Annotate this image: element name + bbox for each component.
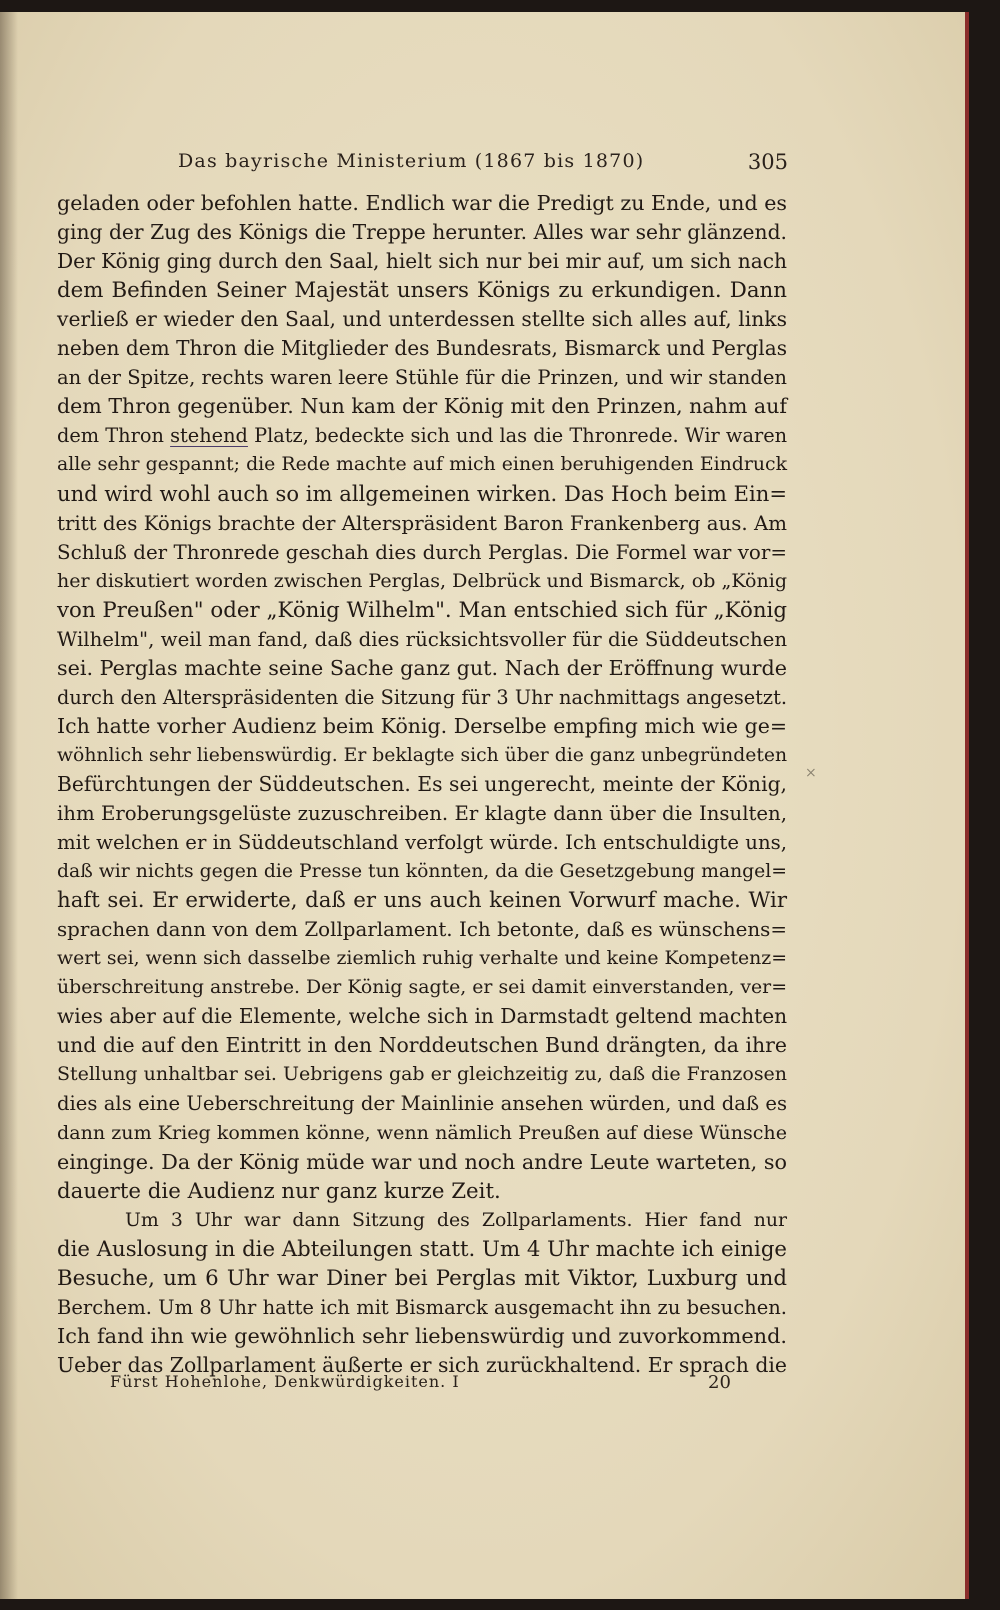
running-title: Das bayrische Ministerium (1867 bis 1870) <box>178 150 645 172</box>
text-line: wöhnlich sehr liebenswürdig. Er beklagte sich über die ganz unbegründeten <box>57 744 788 766</box>
margin-mark: × <box>805 765 817 781</box>
text-line: sei. Perglas machte seine Sache ganz gut. Nach der Eröffnung wurde <box>57 655 787 680</box>
line-start: dem Thron <box>57 424 171 448</box>
page-number: 305 <box>747 150 788 174</box>
text-line: verließ er wieder den Saal, und unterdessen stellte sich alles auf, links <box>57 307 787 332</box>
text-line: wert sei, wenn sich dasselbe ziemlich ruhig verhalte und keine Kompetenz= <box>57 948 787 970</box>
text-line: Ueber das Zollparlament äußerte er sich zurückhaltend. Er sprach die <box>57 1352 787 1377</box>
text-line: Besuche, um 6 Uhr war Diner bei Perglas mit Viktor, Luxburg und <box>57 1265 787 1291</box>
text-line: Ich fand ihn wie gewöhnlich sehr liebenswürdig und zuvorkommend. <box>57 1323 787 1348</box>
body-text <box>57 189 787 1380</box>
text-line: von Preußen" oder „König Wilhelm". Man entschied sich für „König <box>57 597 787 623</box>
text-line: an der Spitze, rechts waren leere Stühle für die Prinzen, und wir standen <box>57 366 787 390</box>
text-line-with-underline <box>57 421 787 450</box>
text-line: mit welchen er in Süddeutschland verfolgt würde. Ich entschuldigte uns, <box>57 831 787 855</box>
text-line: tritt des Königs brachte der Alterspräsident Baron Frankenberg aus. Am <box>57 511 787 535</box>
text-line: dem Befinden Seiner Majestät unsers Königs zu erkundigen. Dann <box>57 278 787 304</box>
line-rest: Platz, bedeckte sich und las die Thronrede. Wir waren <box>247 424 788 448</box>
text-line: sprachen dann von dem Zollparlament. Ich betonte, daß es wünschens= <box>57 918 787 942</box>
footer-signature: Fürst Hohenlohe, Denkwürdigkeiten. I <box>110 1372 460 1391</box>
text-line: haft sei. Er erwiderte, daß er uns auch keinen Vorwurf mache. Wir <box>57 888 787 914</box>
text-line: Befürchtungen der Süddeutschen. Es sei ungerecht, meinte der König, <box>57 771 787 796</box>
underlined-word: stehend <box>170 424 248 448</box>
text-line: Ich hatte vorher Audienz beim König. Derselbe empfing mich wie ge= <box>57 713 787 738</box>
book-page <box>0 12 969 1599</box>
text-line: Wilhelm", weil man fand, daß dies rücksichtsvoller für die Süddeutschen <box>57 627 788 651</box>
footer-sheet-number: 20 <box>708 1372 731 1393</box>
text-line: her diskutiert worden zwischen Perglas, Delbrück und Bismarck, ob „König <box>57 569 787 592</box>
spine-shadow <box>0 12 18 1599</box>
text-line: einginge. Da der König müde war und noch andre Leute warteten, so <box>57 1149 787 1174</box>
text-line: geladen oder befohlen hatte. Endlich war die Predigt zu Ende, und es <box>57 191 787 215</box>
text-line: und wird wohl auch so im allgemeinen wirken. Das Hoch beim Ein= <box>57 481 787 507</box>
text-line: alle sehr gespannt; die Rede machte auf mich einen beruhigenden Eindruck <box>57 453 787 476</box>
text-line: dies als eine Ueberschreitung der Mainlinie ansehen würden, und daß es <box>57 1092 787 1116</box>
text-line: dem Thron gegenüber. Nun kam der König mit den Prinzen, nahm auf <box>57 394 787 419</box>
text-line: überschreitung anstrebe. Der König sagte, er sei damit einverstanden, ver= <box>57 976 787 999</box>
text-line: Stellung unhaltbar sei. Uebrigens gab er gleichzeitig zu, daß die Franzosen <box>57 1063 787 1086</box>
text-line: neben dem Thron die Mitglieder des Bundesrats, Bismarck und Perglas <box>57 336 787 361</box>
text-line-paragraph-start: Um 3 Uhr war dann Sitzung des Zollparlaments. Hier fand nur <box>125 1208 787 1231</box>
text-line: Schluß der Thronrede geschah dies durch Perglas. Die Formel war vor= <box>57 540 787 564</box>
text-line: Der König ging durch den Saal, hielt sich nur bei mir auf, um sich nach <box>57 249 787 274</box>
text-line: dann zum Krieg kommen könne, wenn nämlich Preußen auf diese Wünsche <box>57 1121 787 1144</box>
text-line: ging der Zug des Königs die Treppe herunter. Alles war sehr glänzend. <box>57 220 787 245</box>
text-line: die Auslosung in die Abteilungen statt. Um 4 Uhr machte ich einige <box>57 1236 787 1262</box>
text-line: durch den Alterspräsidenten die Sitzung für 3 Uhr nachmittags angesetzt. <box>57 685 787 709</box>
text-line: und die auf den Eintritt in den Norddeutschen Bund drängten, da ihre <box>57 1033 787 1058</box>
text-line: daß wir nichts gegen die Presse tun könnten, da die Gesetzgebung mangel= <box>57 861 787 883</box>
text-line: wies aber auf die Elemente, welche sich in Darmstadt geltend machten <box>57 1004 788 1029</box>
text-line: ihm Eroberungsgelüste zuzuschreiben. Er klagte dann über die Insulten, <box>57 801 787 825</box>
text-line-paragraph-end: dauerte die Audienz nur ganz kurze Zeit. <box>57 1178 501 1204</box>
text-line: Berchem. Um 8 Uhr hatte ich mit Bismarck ausgemacht ihn zu besuchen. <box>57 1295 787 1319</box>
page-header <box>178 150 788 180</box>
